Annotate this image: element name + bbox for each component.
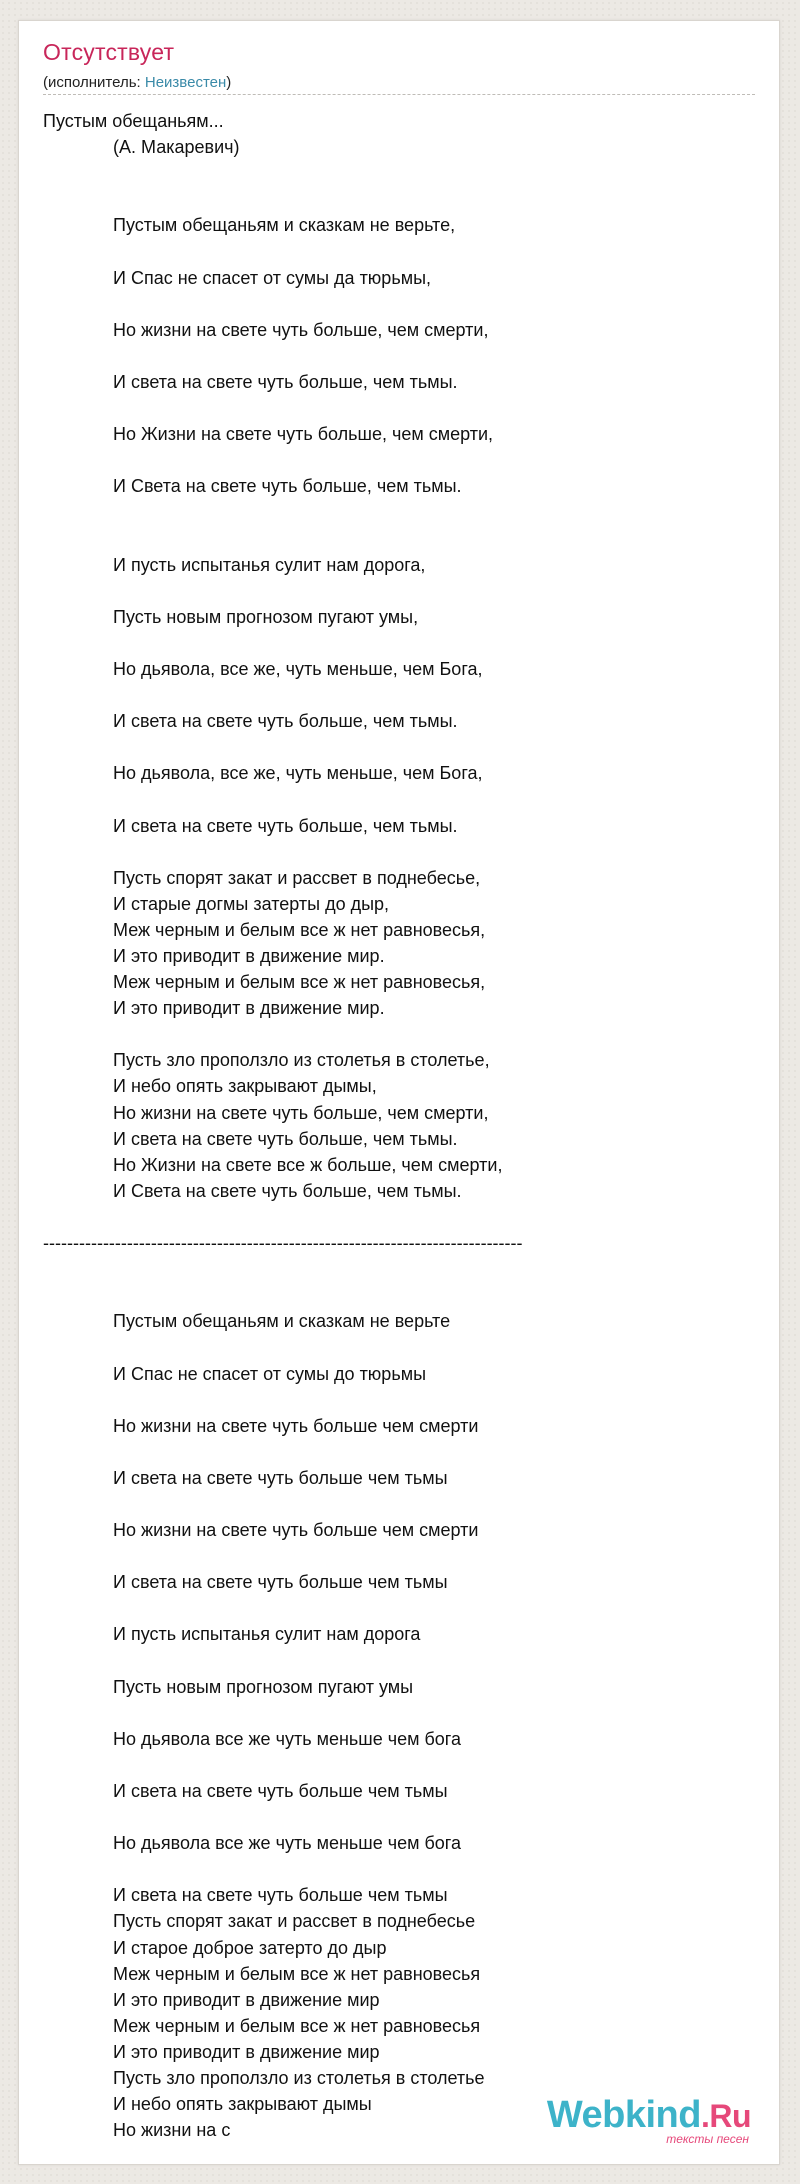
webkind-logo[interactable] <box>547 2096 751 2146</box>
artist-prefix: (исполнитель: <box>43 74 145 91</box>
artist-line <box>43 74 231 91</box>
artist-suffix: ) <box>226 74 232 91</box>
logo-tagline: тексты песен <box>666 2132 749 2146</box>
header-divider <box>43 94 755 95</box>
logo-tld: .Ru <box>700 2098 751 2134</box>
lyrics-card <box>18 20 780 2165</box>
lyrics-text: Пустым обещаньям... (А. Макаревич) Пустым обещаньям и сказкам не верьте, И Спас не спасет от сумы да тюрьмы, Но жизни на свете чуть больше, чем смерти, И света на свете чуть больше, чем тьмы. Но Жизни на свете чуть больше, чем смерти, И Света на свете чуть больше, чем тьмы. И пусть испытанья сулит нам дорога, Пусть новым прогнозом пугают умы, Но дьявола, все же, чуть меньше, чем Бога, И света на свете чуть больше, чем тьмы. Но дьявола, все же, чуть меньше, чем Бога, И света на свете чуть больше, чем тьмы. Пусть спорят закат и рассвет в поднебесье, И старые догмы затерты до дыр, Меж черным и белым все ж нет равновесья, И это приводит в движение мир. Меж черным и белым все ж нет равновесья, И это приводит в движение мир. Пусть зло проползло из столетья в столетье, И небо опять закрывают дымы, Но жизни на свете чуть больше, чем смерти, И света на свете чуть больше, чем тьмы. Но Жизни на свете все ж больше, чем смерти, И Света на свете чуть больше, чем тьмы. -------------------------------------------------------------------------------- Пустым обещаньям и сказкам не верьте И Спас не спасет от сумы до тюрьмы Но жизни на свете чуть больше чем смерти И света на свете чуть больше чем тьмы Но жизни на свете чуть больше чем смерти И света на свете чуть больше чем тьмы И пусть испытанья сулит нам дорога Пусть новым прогнозом пугают умы Но дьявола все же чуть меньше чем бога И света на свете чуть больше чем тьмы Но дьявола все же чуть меньше чем бога И света на свете чуть больше чем тьмы Пусть спорят закат и рассвет в поднебесье И старое доброе затерто до дыр Меж черным и белым все ж нет равновесья И это приводит в движение мир Меж черным и белым все ж нет равновесья И это приводит в движение мир Пусть зло проползло из столетья в столетье И небо опять закрывают дымы Но жизни на с <box>43 111 523 2141</box>
logo-name: Webkind <box>546 2094 701 2136</box>
song-title: Отсутствует <box>43 39 175 65</box>
logo-wordmark <box>547 2096 751 2135</box>
artist-link[interactable]: Неизвестен <box>144 74 227 91</box>
